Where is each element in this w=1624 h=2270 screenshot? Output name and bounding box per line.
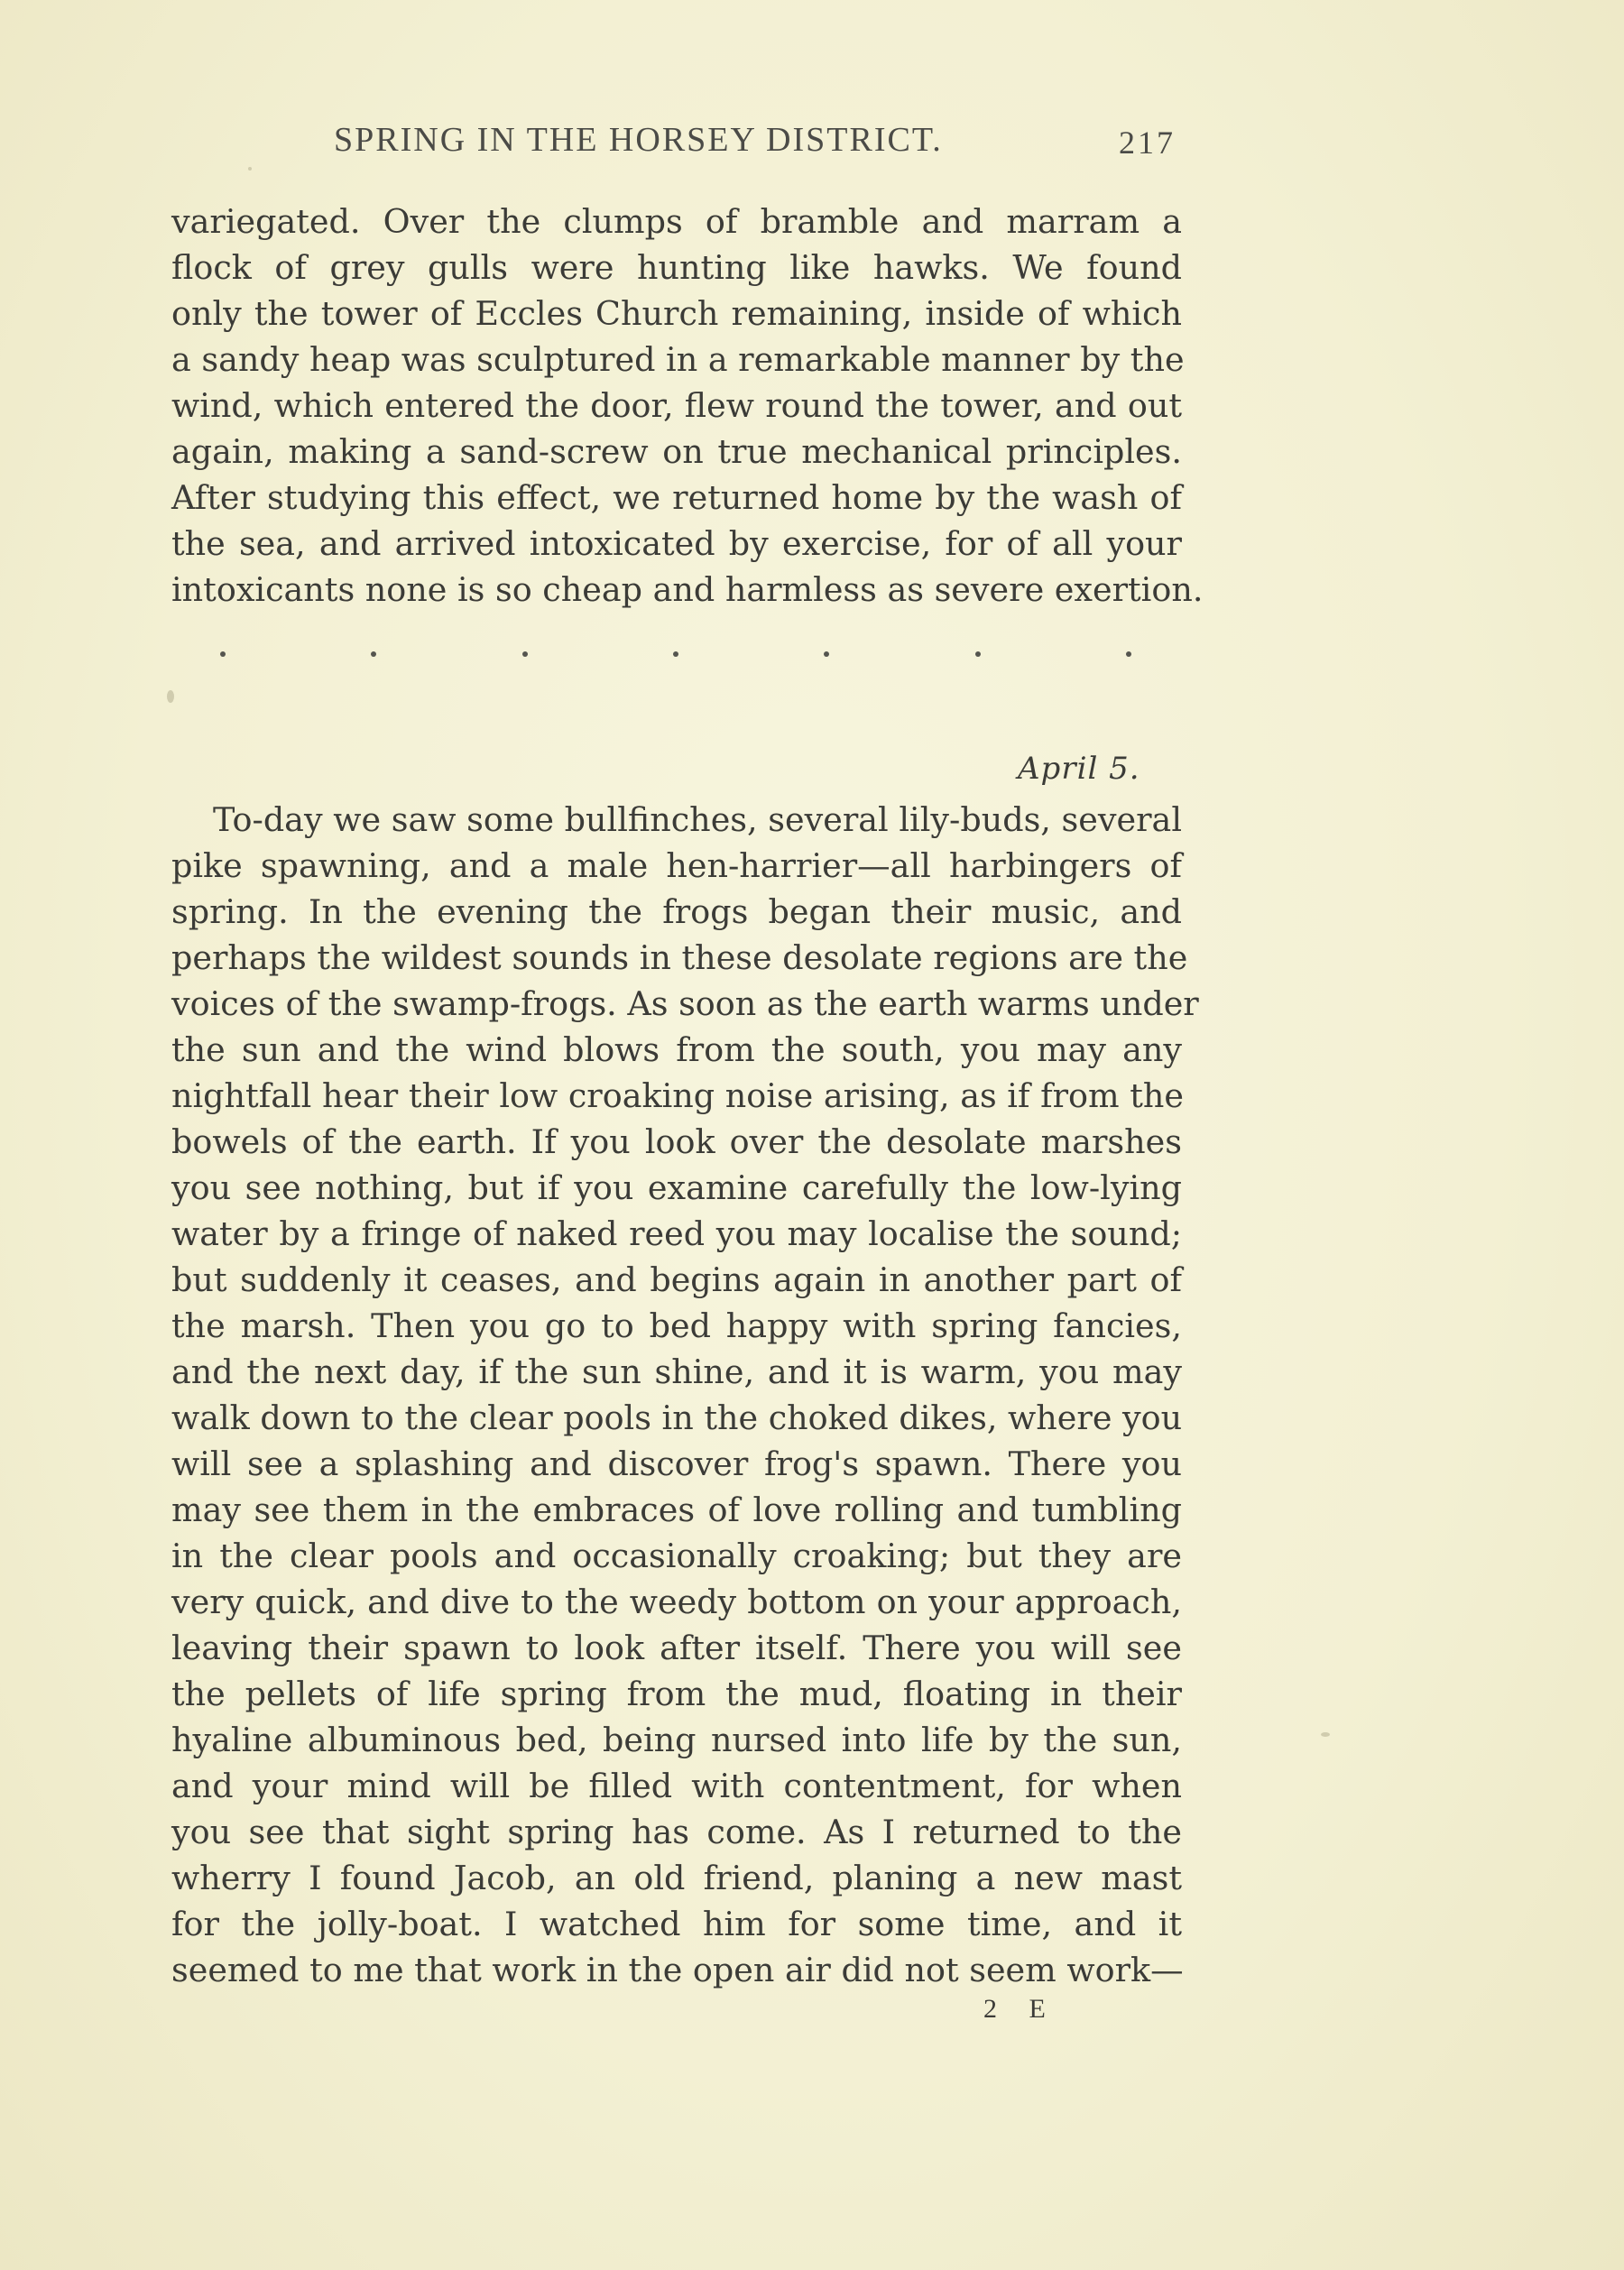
text-line: After studying this effect, we returned home by the wash of [171, 478, 1182, 517]
text-line: pike spawning, and a male hen-harrier—all harbingers of [171, 846, 1182, 885]
text-line: spring. In the evening the frogs began their music, and [171, 892, 1182, 931]
text-line: and your mind will be filled with contentment, for when [171, 1767, 1182, 1805]
text-line: the sea, and arrived intoxicated by exercise, for of all your [171, 524, 1182, 563]
text-line: seemed to me that work in the open air did not seem work— [171, 1951, 1184, 1989]
text-line: nightfall hear their low croaking noise arising, as if from the [171, 1076, 1185, 1115]
text-line: again, making a sand-screw on true mechanical principles. [171, 432, 1182, 471]
running-head: SPRING IN THE HORSEY DISTRICT. [334, 121, 943, 159]
text-line: leaving their spawn to look after itself. There you will see [171, 1629, 1182, 1667]
ellipsis-dot [673, 651, 678, 657]
text-line: the pellets of life spring from the mud, floating in their [171, 1675, 1182, 1713]
paper-speck [248, 167, 252, 171]
text-line: variegated. Over the clumps of bramble and marram a [171, 202, 1182, 241]
text-line: bowels of the earth. If you look over the desolate marshes [171, 1122, 1182, 1161]
paper-speck [167, 690, 174, 703]
text-line: the sun and the wind blows from the south, you may any [171, 1030, 1182, 1069]
text-line: and the next day, if the sun shine, and it is warm, you may [171, 1352, 1182, 1391]
text-line: you see nothing, but if you examine carefully the low-lying [171, 1168, 1182, 1207]
entry-date: April 5. [1018, 751, 1140, 787]
text-line: the marsh. Then you go to bed happy with spring fancies, [171, 1306, 1182, 1345]
ellipsis-dot [824, 651, 829, 657]
text-line: voices of the swamp-frogs. As soon as the earth warms under [171, 984, 1199, 1023]
text-line: hyaline albuminous bed, being nursed into life by the sun, [171, 1721, 1182, 1759]
text-line: will see a splashing and discover frog's spawn. There you [171, 1444, 1182, 1483]
text-line: wind, which entered the door, flew round the tower, and out [171, 386, 1182, 425]
text-line: To-day we saw some bullfinches, several lily-buds, several [213, 800, 1182, 839]
page-header [171, 120, 1182, 171]
text-line: intoxicants none is so cheap and harmless as severe exertion. [171, 570, 1204, 609]
text-line: very quick, and dive to the weedy bottom on your approach, [171, 1583, 1182, 1621]
text-line: for the jolly-boat. I watched him for some time, and it [171, 1905, 1182, 1943]
text-line: a sandy heap was sculptured in a remarkable manner by the [171, 340, 1185, 379]
text-line: walk down to the clear pools in the choked dikes, where you [171, 1398, 1183, 1437]
section-break-dots [220, 651, 1131, 657]
paragraph-1 [171, 198, 1204, 613]
ellipsis-dot [1126, 651, 1131, 657]
text-line: but suddenly it ceases, and begins again in another part of [171, 1260, 1182, 1299]
text-line: you see that sight spring has come. As I returned to the [171, 1813, 1182, 1851]
signature-mark: 2 E [983, 1994, 1058, 2024]
text-line: may see them in the embraces of love rolling and tumbling [171, 1490, 1182, 1529]
text-line: only the tower of Eccles Church remaining, inside of which [171, 294, 1182, 333]
text-line: flock of grey gulls were hunting like hawks. We found [171, 248, 1182, 287]
page-number: 217 [1119, 125, 1176, 161]
text-line: water by a fringe of naked reed you may localise the sound; [171, 1214, 1182, 1253]
ellipsis-dot [975, 651, 981, 657]
paper-speck [1321, 1732, 1330, 1737]
text-line: wherry I found Jacob, an old friend, planing a new mast [171, 1859, 1182, 1897]
ellipsis-dot [522, 651, 528, 657]
ellipsis-dot [220, 651, 226, 657]
text-line: in the clear pools and occasionally croaking; but they are [171, 1536, 1182, 1575]
ellipsis-dot [371, 651, 376, 657]
paragraph-2 [171, 797, 1199, 1993]
text-line: perhaps the wildest sounds in these desolate regions are the [171, 938, 1188, 977]
